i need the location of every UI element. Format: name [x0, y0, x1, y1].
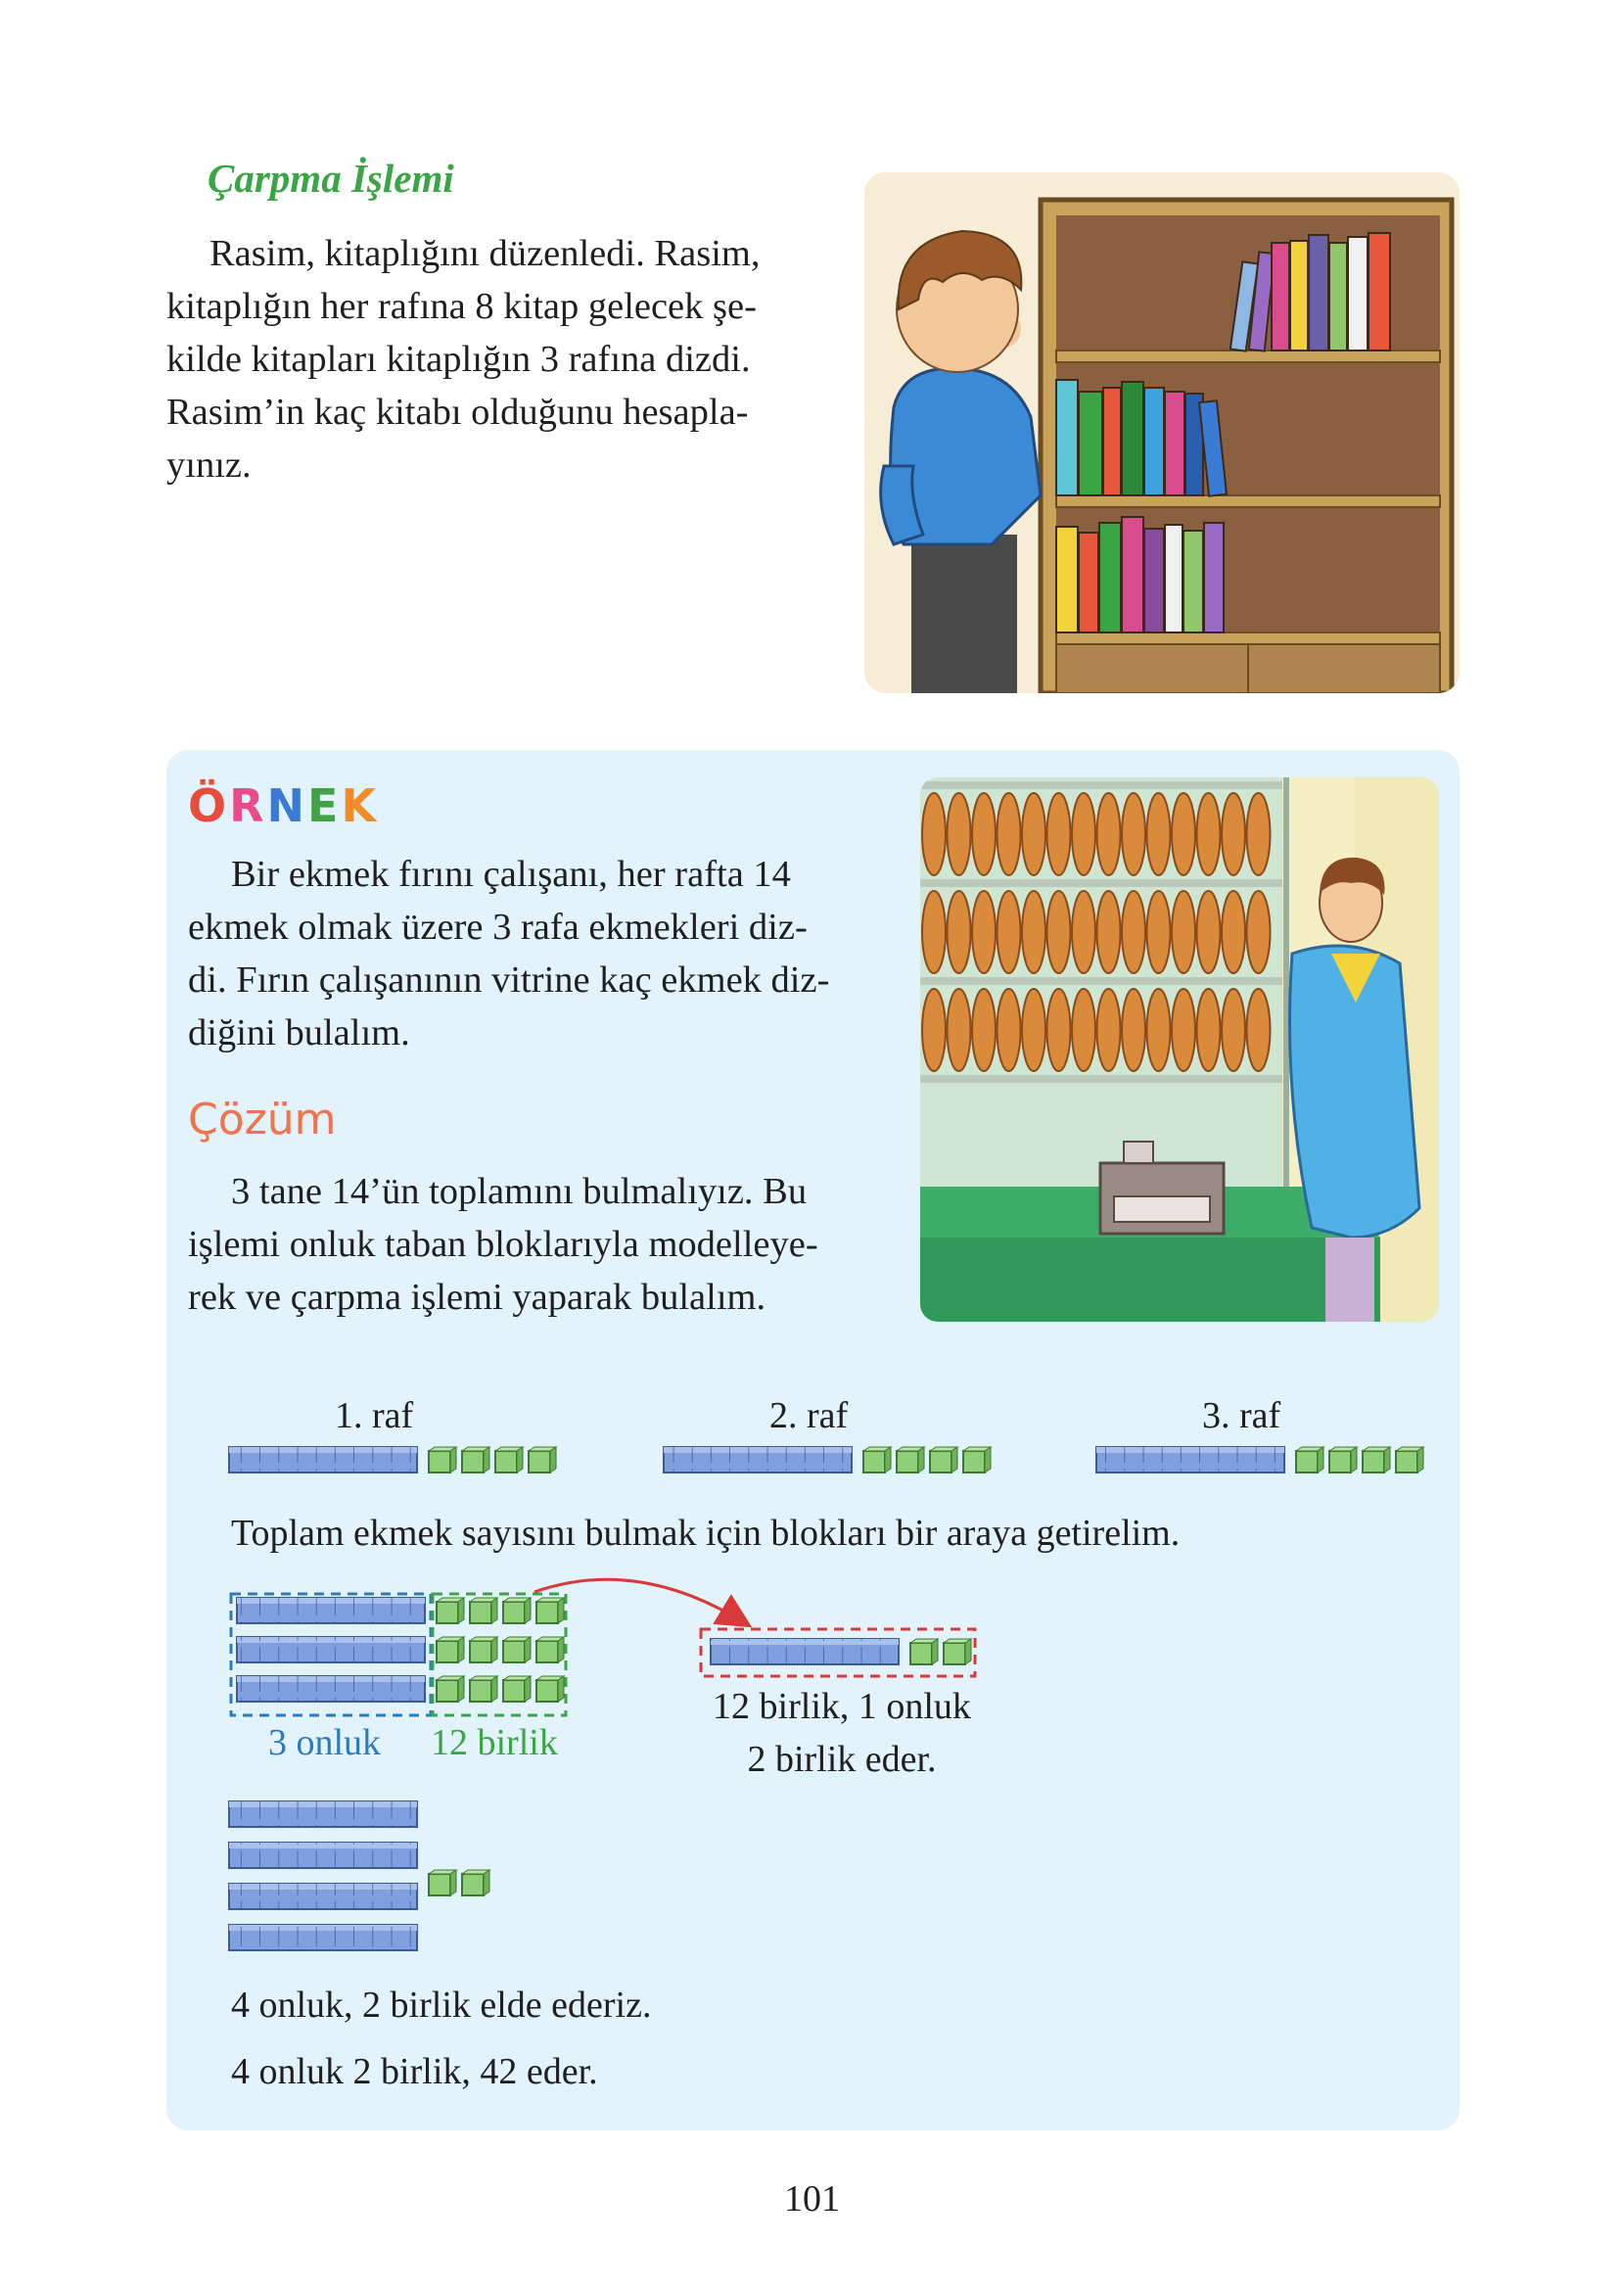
- unit-cube: [437, 1637, 464, 1662]
- unit-cube: [429, 1447, 456, 1473]
- example-paragraph: [188, 848, 879, 1059]
- bread-loaf: [1147, 989, 1171, 1071]
- bread-loaf: [998, 891, 1021, 973]
- example-line: di. Fırın çalışanının vitrine kaç ekmek diz-: [188, 959, 830, 1001]
- unit-cube: [536, 1598, 564, 1623]
- ones-label: 12 birlik: [431, 1722, 558, 1763]
- unit-cube: [470, 1676, 497, 1702]
- unit-cube: [503, 1676, 531, 1702]
- solution-line: işlemi onluk taban bloklarıyla modelleye-: [188, 1224, 818, 1265]
- bread-loaf: [1072, 989, 1095, 1071]
- unit-cube: [536, 1676, 564, 1702]
- bread-loaf: [1022, 793, 1045, 875]
- shelf-label-1: 1. raf: [335, 1395, 414, 1436]
- intro-paragraph: [166, 227, 820, 491]
- bread-loaf: [1097, 989, 1121, 1071]
- example-line: diğini bulalım.: [188, 1012, 410, 1053]
- unit-cube: [462, 1447, 489, 1473]
- bread-loaf: [972, 891, 996, 973]
- solution-heading: Çözüm: [188, 1095, 337, 1145]
- ten-rod-segments: [229, 1801, 417, 1827]
- ten-rod-segments: [229, 1925, 417, 1950]
- unit-cube: [462, 1870, 489, 1895]
- unit-cube: [1296, 1447, 1323, 1473]
- bread-loaf: [922, 793, 946, 875]
- ten-rod-segments: [229, 1884, 417, 1909]
- unit-cube: [1396, 1447, 1423, 1473]
- unit-cube: [897, 1447, 924, 1473]
- bread-loaf: [1122, 891, 1145, 973]
- section-title: Çarpma İşlemi: [208, 156, 454, 201]
- bread-loaf: [1222, 891, 1245, 973]
- bread-loaf: [1247, 891, 1271, 973]
- ten-rod-segments: [711, 1639, 899, 1664]
- bread-loaf: [1172, 891, 1195, 973]
- unit-cube: [470, 1637, 497, 1662]
- bookshelf-illustration: [864, 172, 1460, 693]
- unit-cube: [1329, 1447, 1357, 1473]
- bread-loaf: [1172, 989, 1195, 1071]
- bread-loaf: [948, 989, 971, 1071]
- bread-loaf: [1097, 793, 1121, 875]
- ten-rod-segments: [229, 1843, 417, 1868]
- unit-cube: [437, 1676, 464, 1702]
- bakery-illustration: [920, 777, 1439, 1322]
- intro-line: Rasim, kitaplığını düzenledi. Rasim,: [209, 233, 761, 274]
- unit-cube: [429, 1870, 456, 1895]
- bread-loaf: [1122, 989, 1145, 1071]
- unit-cube: [863, 1447, 891, 1473]
- bread-loaf: [1172, 793, 1195, 875]
- intro-line: kitaplığın her rafına 8 kitap gelecek şe-: [166, 286, 757, 327]
- ten-rod-segments: [237, 1598, 425, 1623]
- example-line: Bir ekmek fırını çalışanı, her rafta 14: [231, 854, 791, 895]
- regroup-text: 12 birlik, 1 onluk 2 birlik eder.: [713, 1686, 971, 1780]
- bread-loaf: [1022, 891, 1045, 973]
- bread-loaf: [1022, 989, 1045, 1071]
- ten-rod-segments: [237, 1676, 425, 1702]
- ten-rod-segments: [229, 1447, 417, 1473]
- bread-loaf: [1222, 989, 1245, 1071]
- result-line-2: 4 onluk 2 birlik, 42 eder.: [231, 2051, 598, 2092]
- bread-loaf: [1197, 793, 1221, 875]
- solution-line: 3 tane 14’ün toplamını bulmalıyız. Bu: [231, 1171, 808, 1212]
- combine-instruction: Toplam ekmek sayısını bulmak için blokları bir araya getirelim.: [231, 1513, 1181, 1554]
- bread-loaf: [1072, 891, 1095, 973]
- unit-cube: [495, 1447, 523, 1473]
- shelf-label-3: 3. raf: [1202, 1395, 1281, 1436]
- tens-label: 3 onluk: [268, 1722, 382, 1763]
- bread-loaf: [1097, 891, 1121, 973]
- bread-loaf: [1047, 989, 1071, 1071]
- unit-cube: [963, 1447, 991, 1473]
- unit-cube: [437, 1598, 464, 1623]
- unit-cube: [503, 1637, 531, 1662]
- bread-loaf: [998, 793, 1021, 875]
- bread-loaf: [1047, 793, 1071, 875]
- bread-loaf: [1247, 793, 1271, 875]
- shelf-label-2: 2. raf: [769, 1395, 849, 1436]
- bread-loaf: [972, 989, 996, 1071]
- bread-loaf: [1147, 793, 1171, 875]
- bread-loaf: [1047, 891, 1071, 973]
- bread-loaf: [922, 891, 946, 973]
- ten-rod-segments: [237, 1637, 425, 1662]
- bread-loaf: [1197, 989, 1221, 1071]
- unit-cube: [529, 1447, 556, 1473]
- bread-loaf: [922, 989, 946, 1071]
- unit-cube: [503, 1598, 531, 1623]
- unit-cube: [1363, 1447, 1390, 1473]
- bread-loaf: [972, 793, 996, 875]
- unit-cube: [930, 1447, 957, 1473]
- unit-cube: [910, 1639, 938, 1664]
- intro-line: Rasim’in kaç kitabı olduğunu hesapla-: [166, 392, 749, 433]
- bread-loaf: [948, 891, 971, 973]
- unit-cube: [536, 1637, 564, 1662]
- bread-loaf: [1197, 891, 1221, 973]
- bread-loaf: [1222, 793, 1245, 875]
- example-line: ekmek olmak üzere 3 rafa ekmekleri diz-: [188, 907, 808, 948]
- ten-rod-segments: [1096, 1447, 1284, 1473]
- example-heading: ÖRNEK: [188, 779, 380, 832]
- bread-loaf: [1247, 989, 1271, 1071]
- unit-cube: [470, 1598, 497, 1623]
- bread-loaf: [1122, 793, 1145, 875]
- result-line-1: 4 onluk, 2 birlik elde ederiz.: [231, 1985, 652, 2026]
- intro-line: kilde kitapları kitaplığın 3 rafına dizdi.: [166, 339, 751, 380]
- solution-paragraph: [188, 1165, 879, 1324]
- page-number: 101: [784, 2178, 840, 2220]
- unit-cube: [944, 1639, 971, 1664]
- bread-loaf: [998, 989, 1021, 1071]
- bread-loaf: [1147, 891, 1171, 973]
- bread-loaf: [1072, 793, 1095, 875]
- bread-loaf: [948, 793, 971, 875]
- ten-rod-segments: [664, 1447, 852, 1473]
- solution-line: rek ve çarpma işlemi yaparak bulalım.: [188, 1277, 766, 1318]
- intro-line: yınız.: [166, 444, 252, 486]
